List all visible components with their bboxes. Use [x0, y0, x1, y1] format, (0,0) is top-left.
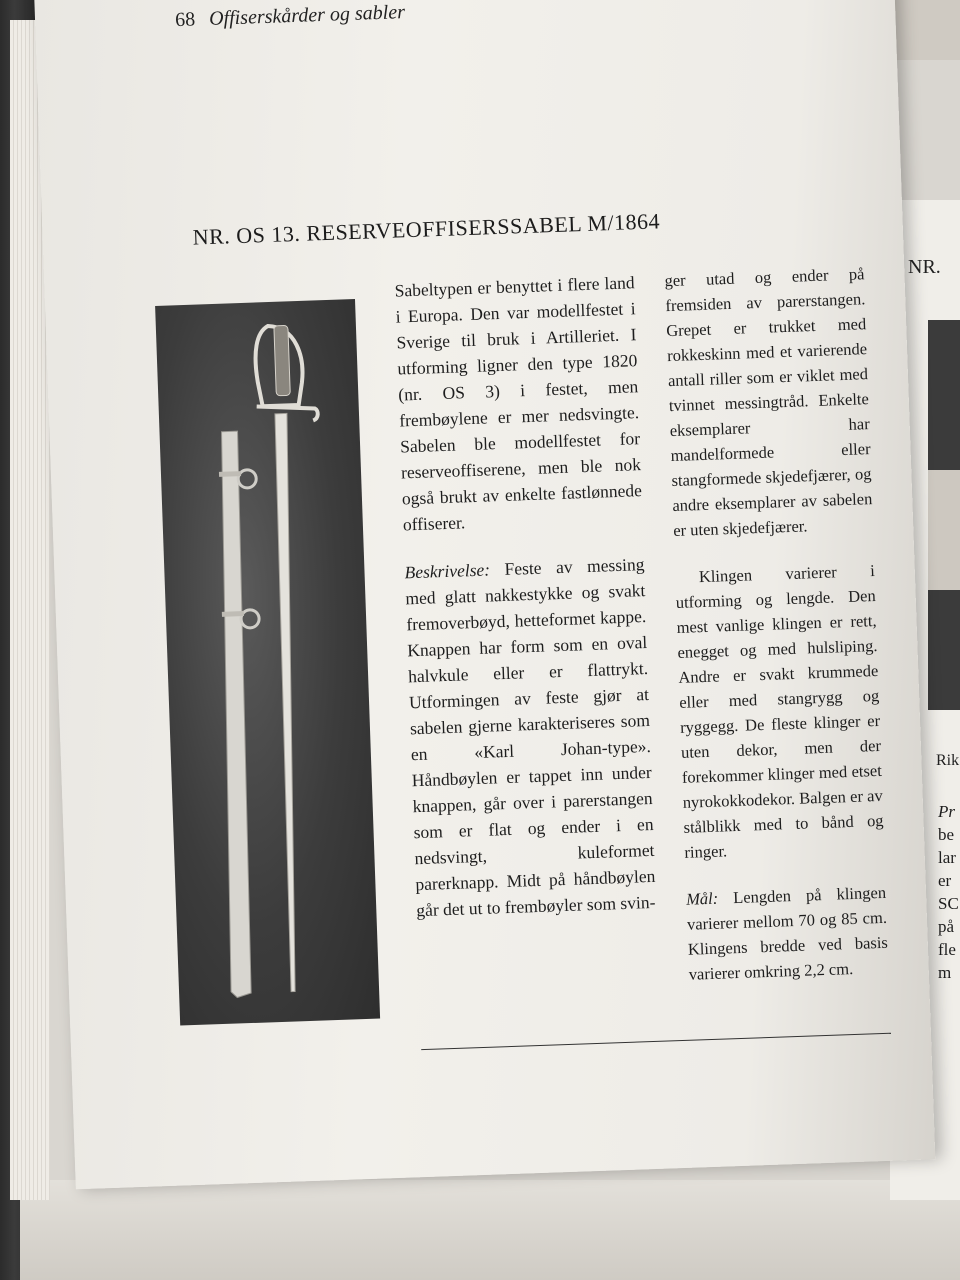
right-line-6: fle: [938, 940, 956, 959]
right-page-photo-highlight: [928, 470, 960, 590]
intro-paragraph: Sabeltypen er benyttet i flere land i Europa. Den var modellfestet i Sverige til bruk i Artilleriet. I utforming ligner den type 1820 (nr. OS 3) i festet, men frembøylene er mer nedsvingte. Sabelen ble modellfestet for reserveoffiserene, men ble nok også brukt av enkelte fastlønnede offiserer.: [394, 272, 643, 535]
running-title: Offiserskårder og sabler: [208, 1, 406, 30]
right-line-0: Pr: [938, 802, 955, 821]
text-column-right: [664, 261, 890, 1009]
right-line-2: lar: [938, 848, 956, 867]
right-line-5: på: [938, 917, 955, 936]
book-page: [34, 0, 935, 1189]
sabre-photograph: [155, 299, 380, 1026]
measures-paragraph: [686, 880, 889, 987]
running-header: [175, 1, 406, 32]
continued-paragraph: ger utad og ender på fremsiden av parerstangen. Grepet er trukket med rokkeskinn med et varierende antall riller som er viklet med tvinnet messingtråd. Enkelte eksemplarer har mandelformede eller stangformede skjedefjærer, og andre eksemplarer av sabelen er uten skjedefjærer.: [664, 264, 873, 541]
section-end-rule: [421, 1033, 891, 1050]
right-line-3: er: [938, 871, 952, 890]
text-column-left: [394, 269, 657, 945]
scabbard-band-lower: [222, 611, 244, 617]
page-number: 68: [174, 8, 196, 32]
sabre-illustration: [155, 299, 380, 1026]
right-page-heading: NR.: [908, 256, 941, 278]
right-line-7: m: [938, 963, 952, 982]
description-text: Feste av messing med glatt nakkestykke og svakt fremoverbøyd, hetteformet kappe. Knappen har form som en oval halvkule eller er flattrykt. Utformingen av feste gjør at sabelen gjerne karakteriseres som en «Karl Johan-type». Håndbøylen er tappet inn under knappen, går over i parerstangen som er flat og ender i en nedsvingt, kuleformet parerknapp. Midt på håndbøylen går det ut to frembøyler som svin-: [405, 554, 656, 921]
measures-lead: Mål:: [685, 888, 719, 909]
sabre-grip: [274, 325, 290, 395]
right-page-caption: Rik: [936, 752, 960, 769]
right-page-text: [938, 800, 959, 984]
description-lead: Beskrivelse:: [404, 559, 491, 583]
scabbard: [212, 431, 258, 998]
blade-paragraph: Klingen varierer i utforming og lengde. Den mest vanlige klingen er rett, enegget og med hulsliping. Andre er svakt krummede eller med stangrygg og ryggegg. De fleste klinger er uten dekor, men der forekommer klinger med etset nyrokokkodekor. Balgen er av stålblikk med to bånd og ringer.: [675, 561, 884, 862]
right-line-1: be: [938, 825, 955, 844]
scabbard-band-upper: [219, 471, 241, 477]
right-line-4: SC: [938, 894, 959, 913]
lower-pages: [20, 1180, 960, 1280]
sabre-blade: [271, 413, 307, 991]
description-paragraph: [404, 551, 657, 923]
measures-text: Lengden på klingen varierer mellom 70 og 85 cm. Klingens bredde ved basis varierer omkring 2,2 cm.: [686, 882, 889, 984]
section-heading: NR. OS 13. RESERVEOFFISERSSABEL M/1864: [192, 208, 661, 250]
